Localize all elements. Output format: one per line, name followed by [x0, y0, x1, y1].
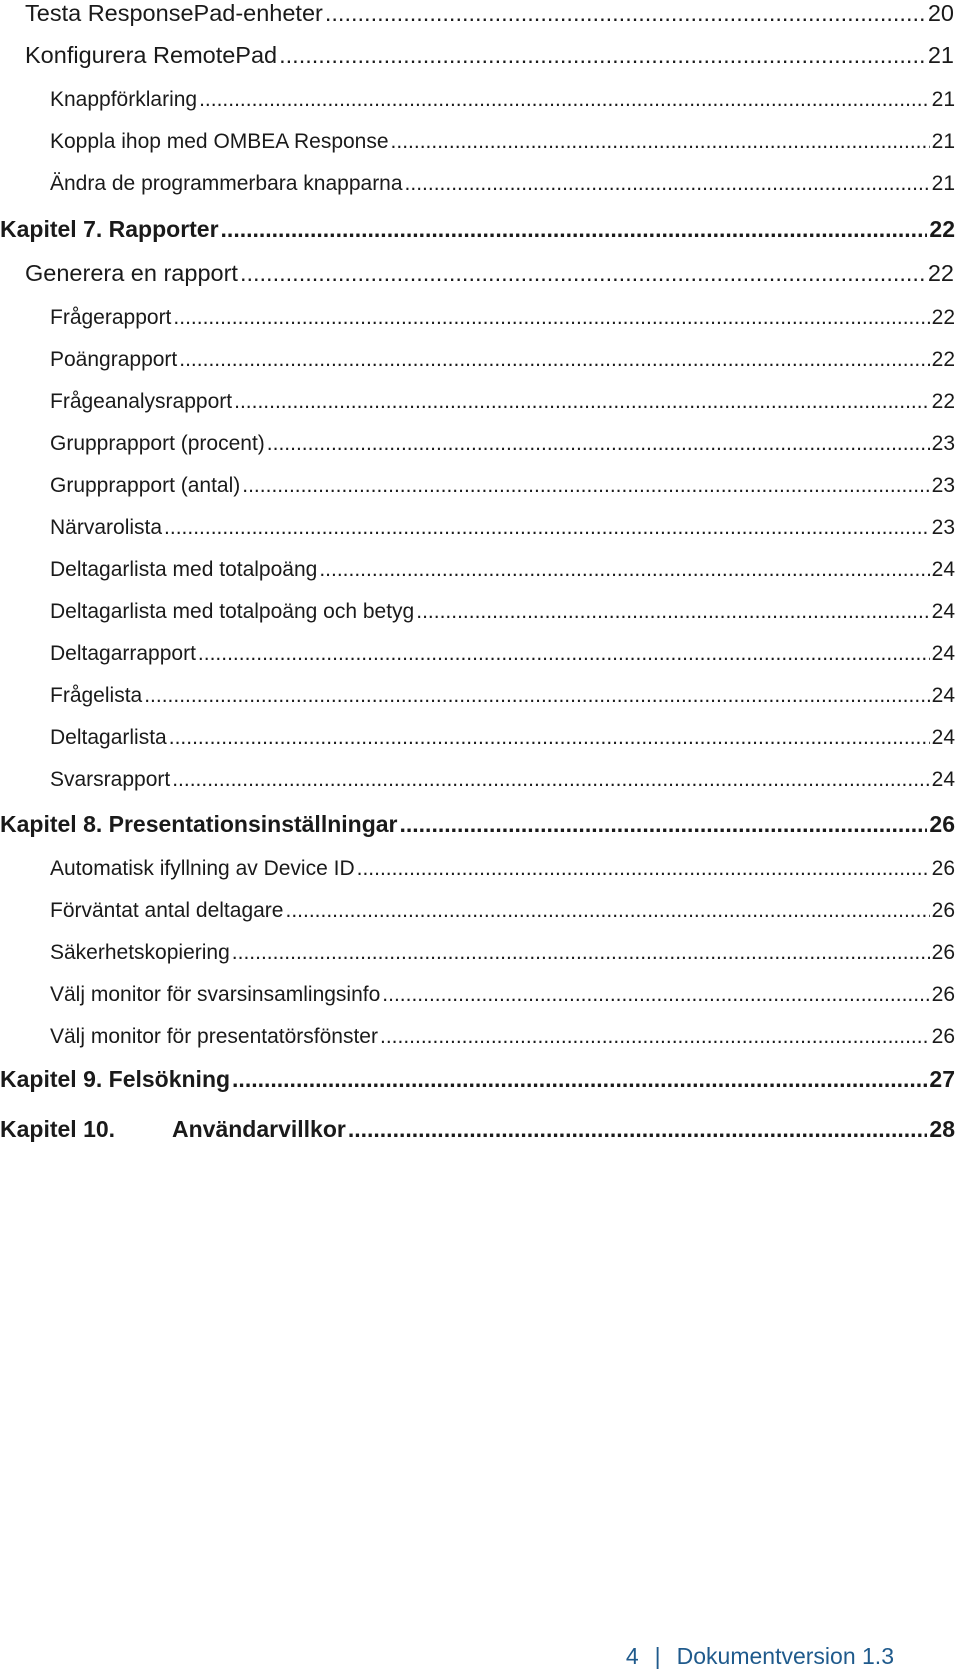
dot-leader: [380, 1025, 930, 1049]
toc-entry-page: 24: [931, 726, 955, 749]
dot-leader: [179, 348, 929, 372]
dot-leader: [391, 130, 930, 154]
dot-leader: [173, 306, 929, 330]
toc-entry[interactable]: [25, 260, 954, 287]
toc-entry-page: 23: [931, 474, 955, 497]
toc-entry-label: Närvarolista: [50, 516, 163, 539]
toc-entry-label: Förväntat antal deltagare: [50, 899, 284, 922]
toc-entry[interactable]: [50, 474, 955, 498]
toc-entry-page: 26: [931, 941, 955, 964]
toc-entry[interactable]: [50, 1025, 955, 1049]
toc-chapter-entry[interactable]: [0, 216, 955, 243]
dot-leader: [400, 811, 928, 838]
toc-entry-label: Poängrapport: [50, 348, 178, 371]
toc-entry-page: 21: [931, 130, 955, 153]
toc-entry-label: Knappförklaring: [50, 88, 198, 111]
toc-entry-label: Kapitel 9. Felsökning: [0, 1066, 231, 1092]
toc-entry-label: Testa ResponsePad-enheter: [25, 0, 323, 26]
toc-entry-page: 26: [931, 857, 955, 880]
chapter-number: Kapitel 10.: [0, 1116, 116, 1142]
toc-entry-label: Frågerapport: [50, 306, 172, 329]
toc-chapter-entry[interactable]: [0, 1116, 955, 1143]
dot-leader: [357, 857, 930, 881]
page-number: 4: [625, 1643, 639, 1669]
toc-entry-page: 23: [931, 516, 955, 539]
dot-leader: [285, 899, 929, 923]
toc-entry-page: 24: [931, 642, 955, 665]
toc-entry-page: 20: [927, 0, 954, 26]
dot-leader: [169, 726, 930, 750]
toc-entry-page: 22: [931, 348, 955, 371]
toc-entry-label: Ändra de programmerbara knapparna: [50, 172, 403, 195]
document-version: Dokumentversion 1.3: [676, 1643, 894, 1669]
toc-entry-label: Kapitel 7. Rapporter: [0, 216, 219, 242]
dot-leader: [242, 474, 929, 498]
toc-entry-label: Säkerhetskopiering: [50, 941, 230, 964]
dot-leader: [221, 216, 928, 243]
toc-entry[interactable]: [25, 0, 954, 27]
dot-leader: [164, 516, 930, 540]
toc-entry-label: Välj monitor för presentatörsfönster: [50, 1025, 378, 1048]
toc-entry[interactable]: [50, 941, 955, 965]
toc-entry-page: 22: [927, 260, 954, 286]
toc-entry[interactable]: [50, 983, 955, 1007]
toc-entry-label: Frågeanalysrapport: [50, 390, 233, 413]
toc-entry-page: 24: [931, 600, 955, 623]
toc-entry-label: Generera en rapport: [25, 260, 238, 286]
toc-entry-label: Deltagarlista med totalpoäng och betyg: [50, 600, 415, 623]
toc-entry[interactable]: [50, 88, 955, 112]
toc-entry[interactable]: [50, 306, 955, 330]
toc-entry[interactable]: [50, 348, 955, 372]
toc-entry-label: Konfigurera RemotePad: [25, 42, 278, 68]
dot-leader: [348, 1116, 928, 1143]
toc-entry-label: Välj monitor för svarsinsamlingsinfo: [50, 983, 381, 1006]
dot-leader: [240, 260, 926, 287]
toc-entry-label: Automatisk ifyllning av Device ID: [50, 857, 355, 880]
toc-entry-page: 26: [931, 899, 955, 922]
toc-entry-page: 24: [931, 768, 955, 791]
toc-entry-page: 21: [927, 42, 954, 68]
toc-entry-page: 22: [931, 306, 955, 329]
toc-entry-label: Deltagarlista: [50, 726, 167, 749]
toc-entry-page: 28: [929, 1116, 955, 1142]
toc-entry-page: 26: [929, 811, 955, 837]
toc-entry-label: Deltagarrapport: [50, 642, 196, 665]
toc-entry[interactable]: [50, 642, 955, 666]
dot-leader: [416, 600, 929, 624]
toc-entry[interactable]: [50, 558, 955, 582]
dot-leader: [382, 983, 929, 1007]
toc-entry[interactable]: [50, 768, 955, 792]
toc-entry[interactable]: [50, 726, 955, 750]
toc-entry-label: Svarsrapport: [50, 768, 171, 791]
dot-leader: [232, 1066, 927, 1093]
dot-leader: [267, 432, 930, 456]
dot-leader: [198, 642, 930, 666]
dot-leader: [144, 684, 929, 708]
toc-entry[interactable]: [25, 42, 954, 69]
toc-entry-page: 24: [931, 558, 955, 581]
toc-entry-label: [0, 1116, 346, 1143]
toc-entry[interactable]: [50, 172, 955, 196]
dot-leader: [172, 768, 929, 792]
toc-entry-page: 22: [931, 390, 955, 413]
toc-entry[interactable]: [50, 516, 955, 540]
toc-entry-page: 26: [931, 1025, 955, 1048]
toc-entry-label: Deltagarlista med totalpoäng: [50, 558, 318, 581]
chapter-title: Användarvillkor: [172, 1116, 346, 1142]
toc-entry[interactable]: [50, 600, 955, 624]
dot-leader: [232, 941, 930, 965]
page-footer: [626, 1643, 894, 1670]
toc-entry-label: Grupprapport (antal): [50, 474, 241, 497]
dot-leader: [405, 172, 930, 196]
dot-leader: [279, 42, 926, 69]
toc-entry-label: Grupprapport (procent): [50, 432, 265, 455]
toc-entry[interactable]: [50, 684, 955, 708]
toc-entry-page: 27: [929, 1066, 955, 1092]
toc-chapter-entry[interactable]: [0, 1066, 955, 1093]
dot-leader: [234, 390, 930, 414]
toc-entry[interactable]: [50, 390, 955, 414]
toc-entry[interactable]: [50, 857, 955, 881]
toc-entry-label: Frågelista: [50, 684, 143, 707]
footer-separator: |: [654, 1643, 661, 1669]
toc-entry-label: Kapitel 8. Presentationsinställningar: [0, 811, 398, 837]
toc-entry-page: 21: [931, 88, 955, 111]
toc-entry-page: 21: [931, 172, 955, 195]
toc-entry[interactable]: [50, 130, 955, 154]
toc-entry-label: Koppla ihop med OMBEA Response: [50, 130, 389, 153]
dot-leader: [319, 558, 929, 582]
toc-entry[interactable]: [50, 899, 955, 923]
dot-leader: [325, 0, 926, 27]
toc-entry-page: 26: [931, 983, 955, 1006]
toc-entry-page: 22: [929, 216, 955, 242]
toc-chapter-entry[interactable]: [0, 811, 955, 838]
toc-entry-page: 24: [931, 684, 955, 707]
dot-leader: [199, 88, 930, 112]
toc-entry-page: 23: [931, 432, 955, 455]
toc-entry[interactable]: [50, 432, 955, 456]
